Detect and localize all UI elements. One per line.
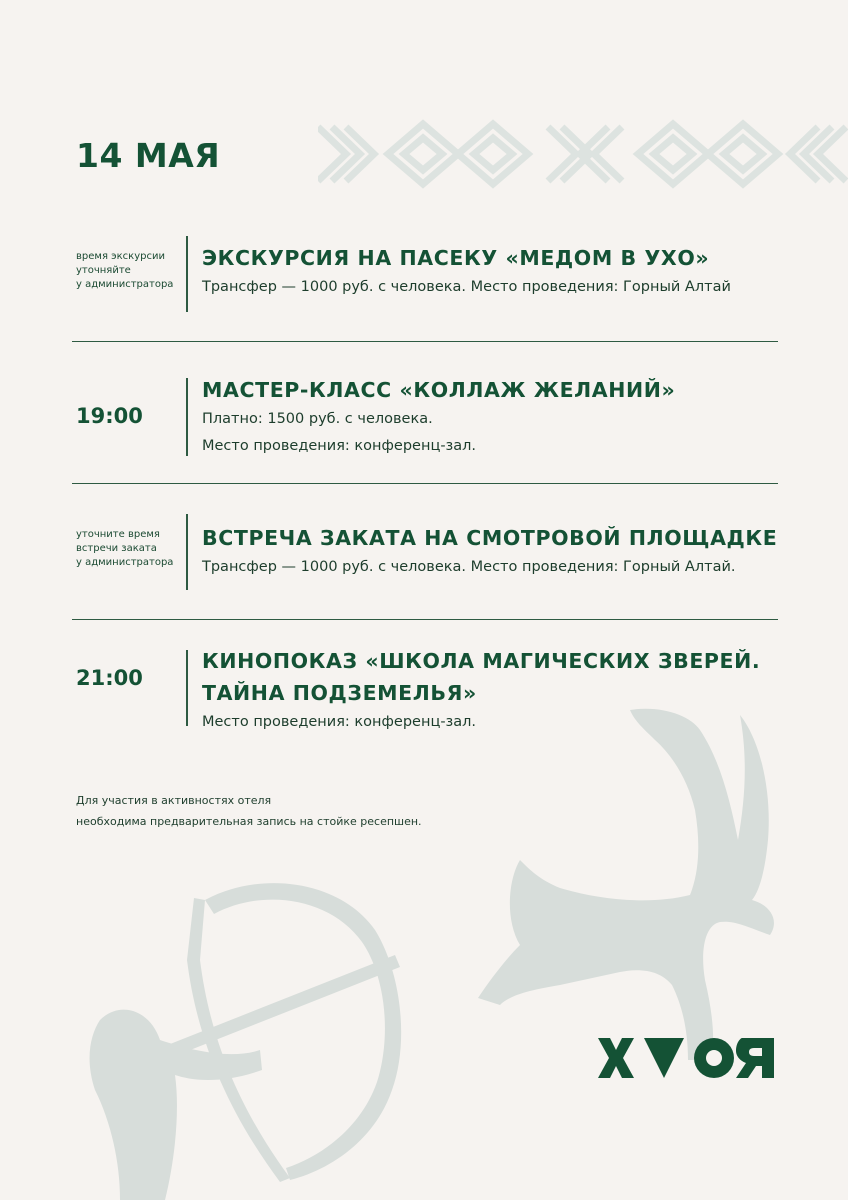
- event-sunset: [72, 514, 778, 590]
- rock-art-illustration: [0, 680, 848, 1200]
- event-beekeeping: [72, 236, 778, 312]
- event-divider-bar: [186, 236, 188, 312]
- footnote: [76, 790, 536, 832]
- ornament-pattern: [318, 119, 848, 189]
- event-divider-bar: [186, 378, 188, 456]
- event-details: Место проведения: конференц-зал.: [202, 714, 477, 730]
- event-divider-bar: [186, 514, 188, 590]
- event-title: МАСТЕР-КЛАСС «КОЛЛАЖ ЖЕЛАНИЙ»: [202, 378, 676, 402]
- section-divider: [72, 341, 778, 342]
- event-details: Платно: 1500 руб. с человека.: [202, 411, 433, 427]
- event-details: Трансфер — 1000 руб. с человека. Место проведения: Горный Алтай: [202, 279, 731, 295]
- footnote-line: необходима предварительная запись на стойке ресепшен.: [76, 815, 422, 828]
- event-time-note: время экскурсии уточняйте у администратора: [76, 251, 174, 290]
- event-details: Трансфер — 1000 руб. с человека. Место проведения: Горный Алтай.: [202, 559, 736, 575]
- event-time-note: уточните время встречи заката у администратора: [76, 529, 174, 568]
- event-title-line-2: ТАЙНА ПОДЗЕМЕЛЬЯ»: [202, 681, 477, 705]
- event-title: ЭКСКУРСИЯ НА ПАСЕКУ «МЕДОМ В УХО»: [202, 246, 710, 270]
- event-collage: [72, 378, 778, 456]
- event-time: 19:00: [76, 404, 143, 428]
- section-divider: [72, 483, 778, 484]
- event-details: Место проведения: конференц-зал.: [202, 438, 477, 454]
- event-time: 21:00: [76, 666, 143, 690]
- hvoya-logo: [596, 1036, 776, 1080]
- footnote-line: Для участия в активностях отеля: [76, 794, 272, 807]
- page-title: 14 МАЯ: [76, 136, 221, 175]
- section-divider: [72, 619, 778, 620]
- antelope-silhouette: [478, 709, 774, 1060]
- event-title: КИНОПОКАЗ «ШКОЛА МАГИЧЕСКИХ ЗВЕРЕЙ.: [202, 649, 761, 673]
- event-title: ВСТРЕЧА ЗАКАТА НА СМОТРОВОЙ ПЛОЩАДКЕ: [202, 526, 778, 550]
